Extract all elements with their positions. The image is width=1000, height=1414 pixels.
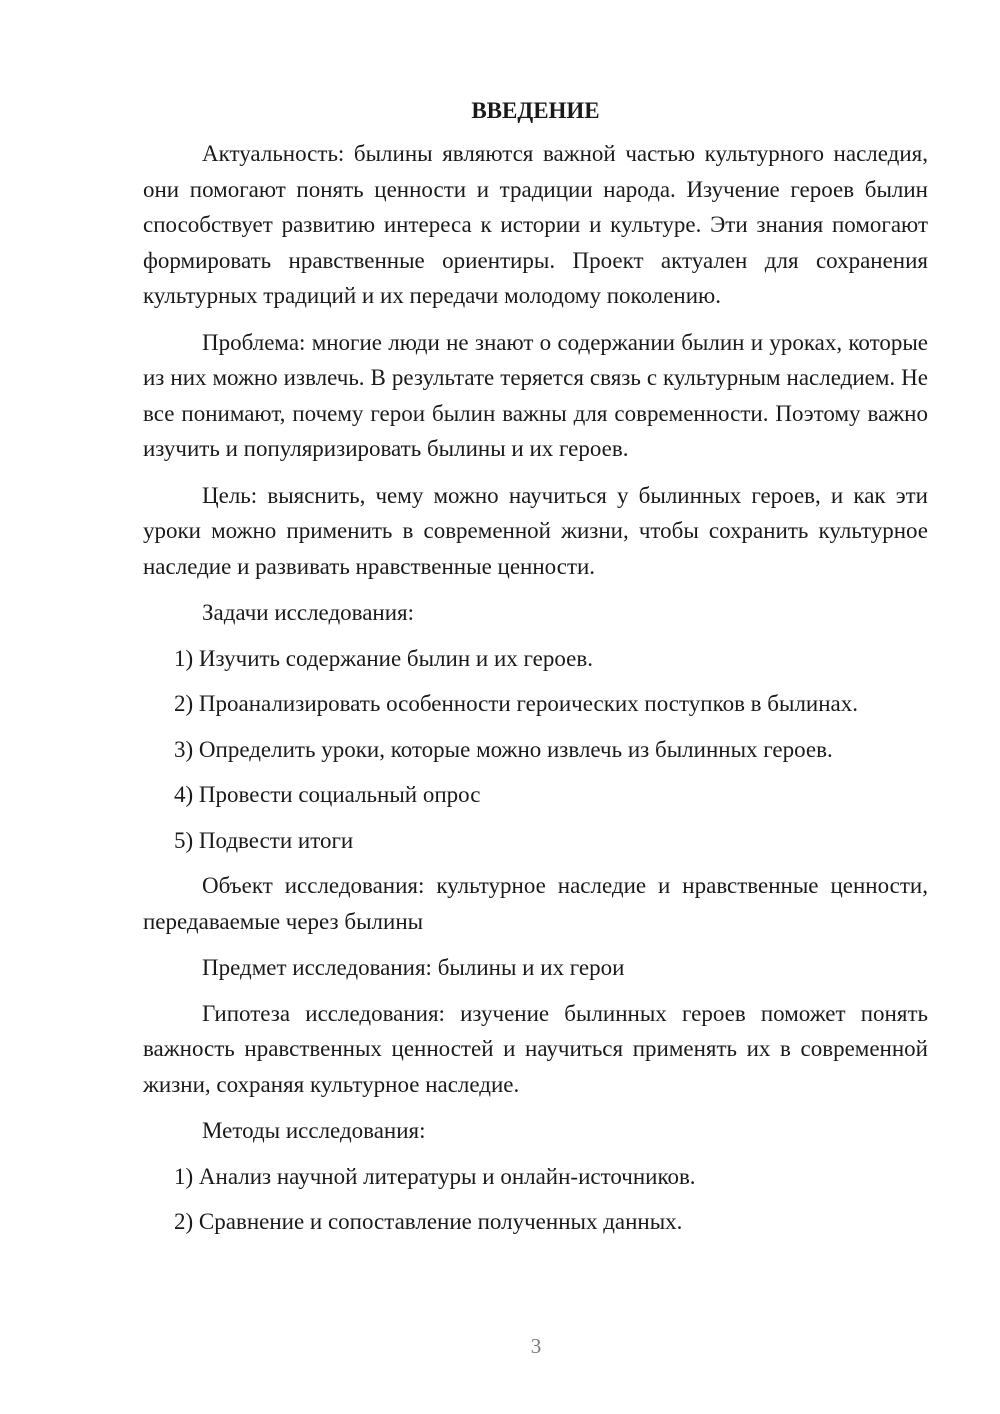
page-content: [143, 96, 928, 1250]
object-paragraph: Объект исследования: культурное наследие и нравственные ценности, передаваемые через былины: [143, 873, 928, 934]
tasks-heading: Задачи исследования:: [202, 600, 415, 625]
hypothesis-paragraph: Гипотеза исследования: изучение былинных героев поможет понять важность нравственных ценностей и научиться применять их в современной жизни, сохраняя культурное наследие.: [143, 1000, 928, 1097]
page-title: ВВЕДЕНИЕ: [471, 98, 600, 123]
task-item: 5) Подвести итоги: [174, 827, 354, 853]
task-item: 3) Определить уроки, которые можно извлечь из былинных героев.: [174, 736, 833, 762]
method-item: 2) Сравнение и сопоставление полученных данных.: [174, 1209, 683, 1234]
task-item: 2) Проанализировать особенности героических поступков в былинах.: [174, 691, 859, 716]
subject-paragraph: Предмет исследования: былины и их герои: [202, 955, 625, 980]
goal-paragraph: Цель: выяснить, чему можно научиться у былинных героев, и как эти уроки можно применить в современной жизни, чтобы сохранить культурное наследие и развивать нравственные ценности.: [143, 482, 928, 579]
task-item: 1) Изучить содержание былин и их героев.: [174, 645, 593, 671]
page-number: 3: [530, 1334, 542, 1358]
problem-paragraph: Проблема: многие люди не знают о содержании былин и уроках, которые из них можно извлечь. В результате теряется связь с культурным наследием. Не все понимают, почему герои былин важны для современности. Поэтому важно изучить и популяризировать былины и их героев.: [143, 329, 928, 461]
methods-heading: Методы исследования:: [202, 1118, 426, 1143]
task-item: 4) Провести социальный опрос: [174, 782, 481, 807]
relevance-paragraph: Актуальность: былины являются важной частью культурного наследия, они помогают понять ценности и традиции народа. Изучение героев былин способствует развитию интереса к истории и культуре. Эти знания помогают формировать нравственные ориентиры. Проект актуален для сохранения культурных традиций и их передачи молодому поколению.: [143, 141, 928, 308]
method-item: 1) Анализ научной литературы и онлайн-источников.: [174, 1163, 696, 1189]
